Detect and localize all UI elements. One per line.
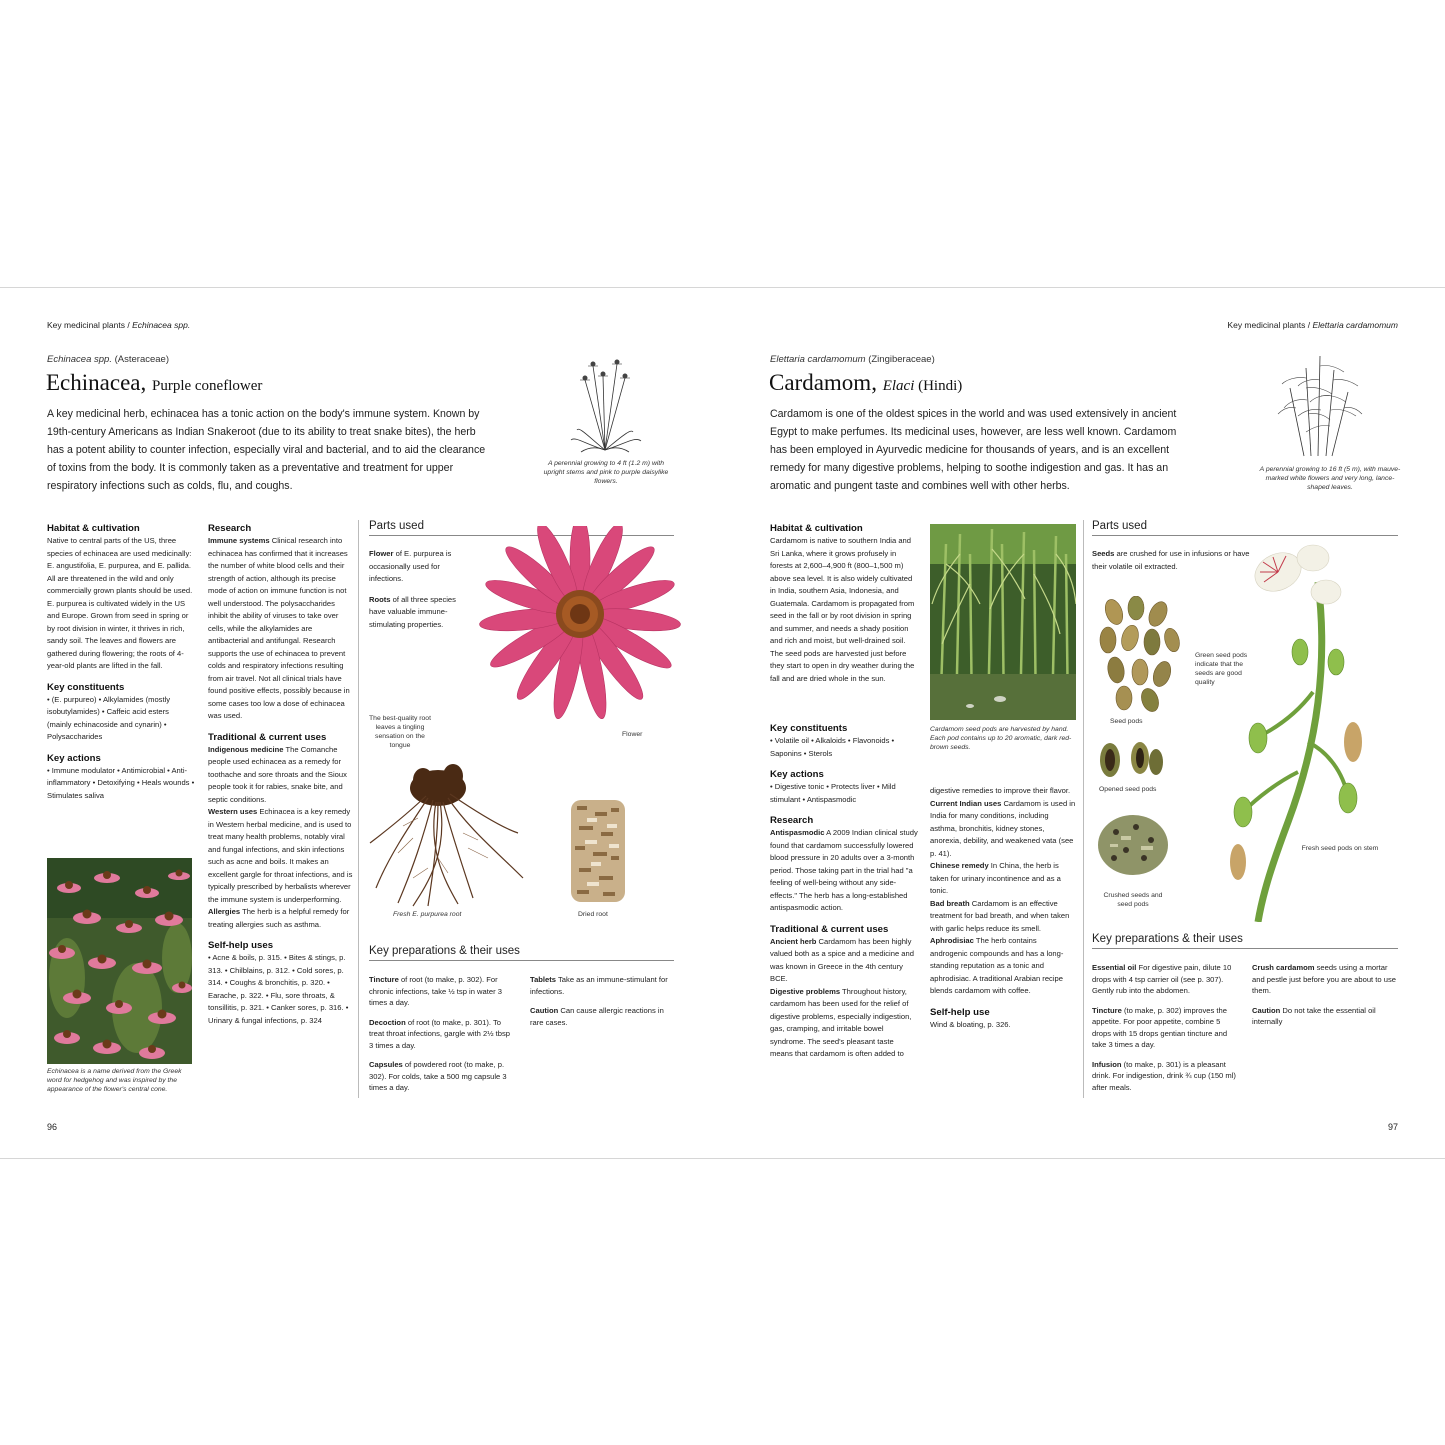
page-number-right: 97 — [1387, 1122, 1398, 1132]
latin-name-line — [47, 354, 169, 365]
book-spread — [0, 287, 1445, 1159]
plant-title — [46, 370, 262, 396]
page-number-left: 96 — [47, 1122, 58, 1132]
caution-lead: Caution — [530, 1006, 559, 1015]
ancient-text: Cardamom has been highly valued both as a spice and a medicine and was known in Greece in the 4th century BCE. — [770, 936, 914, 983]
research-lead: Antispasmodic — [770, 828, 825, 837]
tincture-lead: Tincture — [369, 975, 399, 984]
sketch-caption: A perennial growing to 4 ft (1.2 m) with upright stems and pink to purple daisylike flowers. — [543, 460, 669, 485]
flower-lead: Flower — [369, 549, 394, 558]
preparations-heading: Key preparations & their uses — [1092, 933, 1398, 949]
root-quality-note: The best-quality root leaves a tingling sensation on the tongue — [369, 715, 431, 749]
preparations-col1 — [369, 974, 515, 1102]
plant-title — [769, 370, 962, 396]
flower-text: of E. purpurea is occasionally used for infections. — [369, 549, 452, 583]
running-head-right: Key medicinal plants / Elettaria cardamomum — [1227, 320, 1398, 330]
echinacea-flower-image — [468, 526, 688, 726]
indian-lead: Current Indian uses — [930, 798, 1002, 808]
constituents-heading: Key constituents — [770, 723, 848, 734]
digestive-lead: Digestive problems — [770, 986, 841, 996]
infusion-lead: Infusion — [1092, 1059, 1122, 1069]
aphrodisiac-lead: Aphrodisiac — [930, 936, 974, 945]
selfhelp-heading: Self-help uses — [208, 940, 274, 951]
column-divider — [358, 520, 359, 1098]
crushed-label: Crushed seeds and seed pods — [1103, 892, 1163, 908]
habitat-heading: Habitat & cultivation — [47, 523, 140, 534]
allergies-text: The herb is a helpful remedy for treating allergies such as asthma. — [208, 907, 350, 929]
roots-text: of all three species have valuable immune-stimulating properties. — [369, 594, 456, 629]
echinacea-sketch-illustration — [565, 346, 645, 454]
aphrodisiac-text: The herb contains androgenic compounds and has a long-standing reputation as a tonic and aphrodisiac. A traditional Arabian recipe blends cardamom with coffee. — [930, 936, 1064, 995]
tablets-text: Take as an immune-stimulant for infections. — [530, 975, 668, 996]
chinese-text: In China, the herb is taken for urinary incontinence and as a tonic. — [930, 861, 1061, 895]
running-head-plant: Elettaria cardamomum — [1312, 320, 1398, 330]
intro-paragraph: A key medicinal herb, echinacea has a tonic action on the body's immune system. Known by 19th-century Americans as Indian Snakeroot (due to its ability to treat snake bites), the herb has a potent ability to counter infection, especially viral and bacterial, and to aid the clearance of toxins from the body. It is commonly taken as a preventative and treatment for upper respiratory infections such as colds, flu, and coughs. — [47, 408, 486, 492]
echinacea-field-photo — [47, 858, 192, 1064]
preparations-heading: Key preparations & their uses — [369, 945, 674, 961]
infusion-text: (to make, p. 301) is a pleasant drink. For indigestion, drink ¾ cup (150 ml) after meals. — [1092, 1059, 1236, 1092]
seeds-text: are crushed for use in infusions or have their volatile oil extracted. — [1092, 549, 1250, 571]
cardamom-plantation-photo — [930, 524, 1076, 720]
research-column — [208, 522, 354, 1027]
opened-pods-label: Opened seed pods — [1099, 786, 1157, 793]
running-head-section: Key medicinal plants — [47, 320, 125, 330]
seed-pods-image — [1094, 596, 1182, 714]
plant-family: (Zingiberaceae) — [868, 354, 935, 365]
habitat-column — [770, 522, 918, 685]
plant-subtitle-hindi: Elaci — [882, 378, 915, 394]
decoction-lead: Decoction — [369, 1017, 406, 1027]
research-text: Clinical research into echinacea has confirmed that it increases the number of white blood cells and their strength of action, although its precise mode of action on immune function is not well understood. The polysaccharides inhibit the ability of viruses to take over cells, while the alkylamides are antibacterial and antifungal. Research supports the use of echinacea to prevent colds and respiratory infections resulting from air travel. Not all clinical trials have found positive effects, possibly because in some cases too low a dose of echinacea was used. — [208, 536, 350, 720]
uses-column — [930, 785, 1076, 1031]
tincture-text: (to make, p. 302) improves the appetite. For poor appetite, combine 5 drops with 15 drops gentian tincture and take 3 times a day. — [1092, 1005, 1228, 1049]
digestive-text: Throughout history, cardamom has been used for the relief of digestive problems, especially indigestion, gas, cramping, and irritable bowel syndrome. The seed's pleasant taste means that cardamom is often added to — [770, 986, 912, 1058]
running-head-left: Key medicinal plants / Echinacea spp. — [47, 320, 191, 330]
opened-seed-pods-image — [1096, 740, 1166, 780]
plant-family: (Asteraceae) — [114, 354, 169, 365]
actions-text: • Digestive tonic • Protects liver • Mild stimulant • Antispasmodic — [770, 782, 896, 804]
decoction-text: of root (to make, p. 301). To treat throat infections, gargle with 2½ tbsp 3 times a day. — [369, 1017, 510, 1050]
sketch-caption: A perennial growing to 16 ft (5 m), with mauve-marked white flowers and very long, lance-shaped leaves. — [1259, 466, 1401, 491]
habitat-text: Cardamom is native to southern India and Sri Lanka, where it grows profusely in forests at 2,600–4,900 ft (800–1,500 m) above sea level. It is also widely cultivated in India, southern Asia, Indonesia, and Guatemala. Cardamom is propagated from seed in the fall or by root division in spring and summer, and needs a shady position and rich and moist, but well-drained soil. The seed pods are harvested just before they start to open in dry weather during the fall and are dried whole in the sun. — [770, 536, 915, 683]
latin-name-line — [770, 354, 935, 365]
research-lead: Immune systems — [208, 536, 270, 545]
fresh-pods-label: Fresh seed pods on stem — [1301, 845, 1379, 852]
seeds-lead: Seeds — [1092, 549, 1115, 558]
running-head-plant: Echinacea spp. — [132, 320, 191, 330]
selfhelp-text: • Acne & boils, p. 315. • Bites & stings, p. 313. • Chilblains, p. 312. • Cold sores, p. 314. • Coughs & bronchitis, p. 320. • Earache, p. 322. • Flu, sore throats, & tonsillitis, p. 321. • Canker sores, p. 316. • Urinary & fungal infections, p. 324 — [208, 953, 349, 1025]
preparations-col1 — [1092, 962, 1240, 1101]
selfhelp-text: Wind & bloating, p. 326. — [930, 1019, 1011, 1029]
constituents-text: • (E. purpureo) • Alkylamides (mostly isobutylamides) • Caffeic acid esters (mainly echinacoside and cynarin) • Polysaccharides — [47, 694, 171, 741]
constituents-heading: Key constituents — [47, 681, 125, 693]
habitat-heading: Habitat & cultivation — [770, 523, 863, 534]
parts-used-heading: Parts used — [369, 520, 674, 536]
breath-lead: Bad breath — [930, 898, 970, 908]
ancient-lead: Ancient herb — [770, 936, 817, 946]
green-pods-note: Green seed pods indicate that the seeds are good quality — [1195, 652, 1248, 686]
crushed-seeds-image — [1096, 812, 1170, 878]
plant-subtitle: Purple coneflower — [151, 378, 263, 394]
caution-text: Do not take the essential oil internally — [1252, 1005, 1376, 1026]
preparations-col2 — [1252, 962, 1400, 1036]
field-photo-caption: Echinacea is a name derived from the Greek word for hedgehog and was inspired by the appearance of the flower's central cone. — [47, 1068, 182, 1093]
constituents-text: • Volatile oil • Alkaloids • Flavonoids • Saponins • Sterols — [770, 736, 895, 758]
actions-text: • Immune modulator • Antimicrobial • Anti-inflammatory • Detoxifying • Heals wounds • Stimulates saliva — [47, 765, 195, 800]
preparations-col2 — [530, 974, 674, 1036]
tincture-text: of root (to make, p. 302). For chronic infections, take ½ tsp in water 3 times a day. — [369, 975, 502, 1007]
traditional-heading: Traditional & current uses — [770, 923, 889, 935]
habitat-column — [47, 522, 195, 802]
tincture-lead: Tincture — [1092, 1005, 1122, 1015]
latin-name: Elettaria cardamomum — [770, 354, 866, 365]
digestive-continued: digestive remedies to improve their flavor. — [930, 786, 1071, 795]
research-heading: Research — [770, 815, 814, 826]
oil-lead: Essential oil — [1092, 963, 1137, 972]
breath-text: Cardamom is an effective treatment for bad breath, and when taken with garlic helps reduce its smell. — [930, 898, 1070, 933]
capsules-text: of powdered root (to make, p. 302). For colds, take a 500 mg capsule 3 times a day. — [369, 1060, 507, 1092]
plant-common-name: Echinacea, — [46, 370, 147, 395]
capsules-lead: Capsules — [369, 1060, 403, 1069]
western-text: Echinacea is a key remedy in Western herbal medicine, and is used to treat many health problems, notably viral and fungal infections, and skin infections such as acne and boils. It makes an excellent gargle for throat infections, and is typically prescribed by herbalists wherever the immune system is underperforming. — [208, 807, 353, 904]
running-head-section: Key medicinal plants — [1227, 320, 1306, 330]
indian-text: Cardamom is used in India for many conditions, including asthma, bronchitis, kidney stones, anorexia, debility, and weakened vata (see p. 41). — [930, 798, 1076, 858]
oil-text: For digestive pain, dilute 10 drops with 4 tsp carrier oil (see p. 307). Gently rub into the abdomen. — [1092, 963, 1232, 995]
caution-text: Can cause allergic reactions in rare cases. — [530, 1006, 664, 1027]
allergies-lead: Allergies — [208, 907, 241, 916]
plant-subtitle-language: (Hindi) — [918, 378, 963, 394]
column-divider — [1083, 520, 1084, 1098]
research-text: A 2009 Indian clinical study found that cardamom successfully lowered blood pressure in 20 adults over a 3-month period. Those taking part in the trial had "a feeling of well-being without any side-effects." The herb has a long-established antispasmodic action. — [770, 828, 918, 912]
plantation-photo-caption: Cardamom seed pods are harvested by hand. Each pod contains up to 20 aromatic, dark red-brown seeds. — [930, 726, 1072, 751]
indigenous-lead: Indigenous medicine — [208, 744, 284, 754]
fresh-root-label: Fresh E. purpurea root — [393, 911, 462, 918]
fresh-root-image — [368, 758, 528, 908]
dried-root-image — [567, 796, 629, 906]
crush-lead: Crush cardamom — [1252, 963, 1315, 972]
intro-paragraph: Cardamom is one of the oldest spices in the world and was used extensively in ancient Egypt to make perfumes. Its medicinal uses, however, are less well known. Cardamom has been employed in Ayurvedic medicine for thousands of years, and is an excellent remedy for many digestive problems, helping to soothe indigestion and gas. It has an aromatic and pungent taste and combines well with other herbs. — [770, 408, 1177, 492]
seed-pods-label: Seed pods — [1110, 718, 1143, 725]
parts-used-text — [369, 548, 467, 631]
plant-common-name: Cardamom, — [769, 370, 877, 395]
traditional-heading: Traditional & current uses — [208, 731, 327, 743]
constituents-column — [770, 722, 918, 1061]
flower-label: Flower — [622, 731, 643, 738]
cardamom-sketch-illustration — [1276, 348, 1366, 460]
selfhelp-heading: Self-help use — [930, 1006, 990, 1018]
fresh-pods-stem-image — [1218, 542, 1378, 922]
caution-lead: Caution — [1252, 1005, 1281, 1015]
research-heading: Research — [208, 523, 252, 534]
chinese-lead: Chinese remedy — [930, 861, 989, 870]
tablets-lead: Tablets — [530, 975, 557, 984]
indigenous-text: The Comanche people used echinacea as a remedy for toothache and sore throats and the Sioux people took it for rabies, snake bite, and septic conditions. — [208, 744, 347, 804]
parts-used-heading: Parts used — [1092, 520, 1398, 536]
actions-heading: Key actions — [770, 769, 824, 780]
actions-heading: Key actions — [47, 752, 101, 764]
western-lead: Western uses — [208, 807, 258, 816]
roots-lead: Roots — [369, 594, 391, 604]
crush-text: seeds using a mortar and pestle just before you are about to use them. — [1252, 963, 1396, 995]
latin-name: Echinacea spp. — [47, 354, 112, 365]
habitat-text: Native to central parts of the US, three species of echinacea are used medicinally: E. angustifolia, E. purpurea, and E. pallida. All are threatened in the wild and only commercially grown plants should be used. E. purpurea is cultivated widely in the US and Europe. Grown from seed in spring or by root division in winter, it thrives in rich, sandy soil. The leaves and flowers are gathered during flowering; the roots of 4-year-old plants are lifted in the fall. — [47, 536, 193, 670]
dried-root-label: Dried root — [578, 911, 608, 918]
